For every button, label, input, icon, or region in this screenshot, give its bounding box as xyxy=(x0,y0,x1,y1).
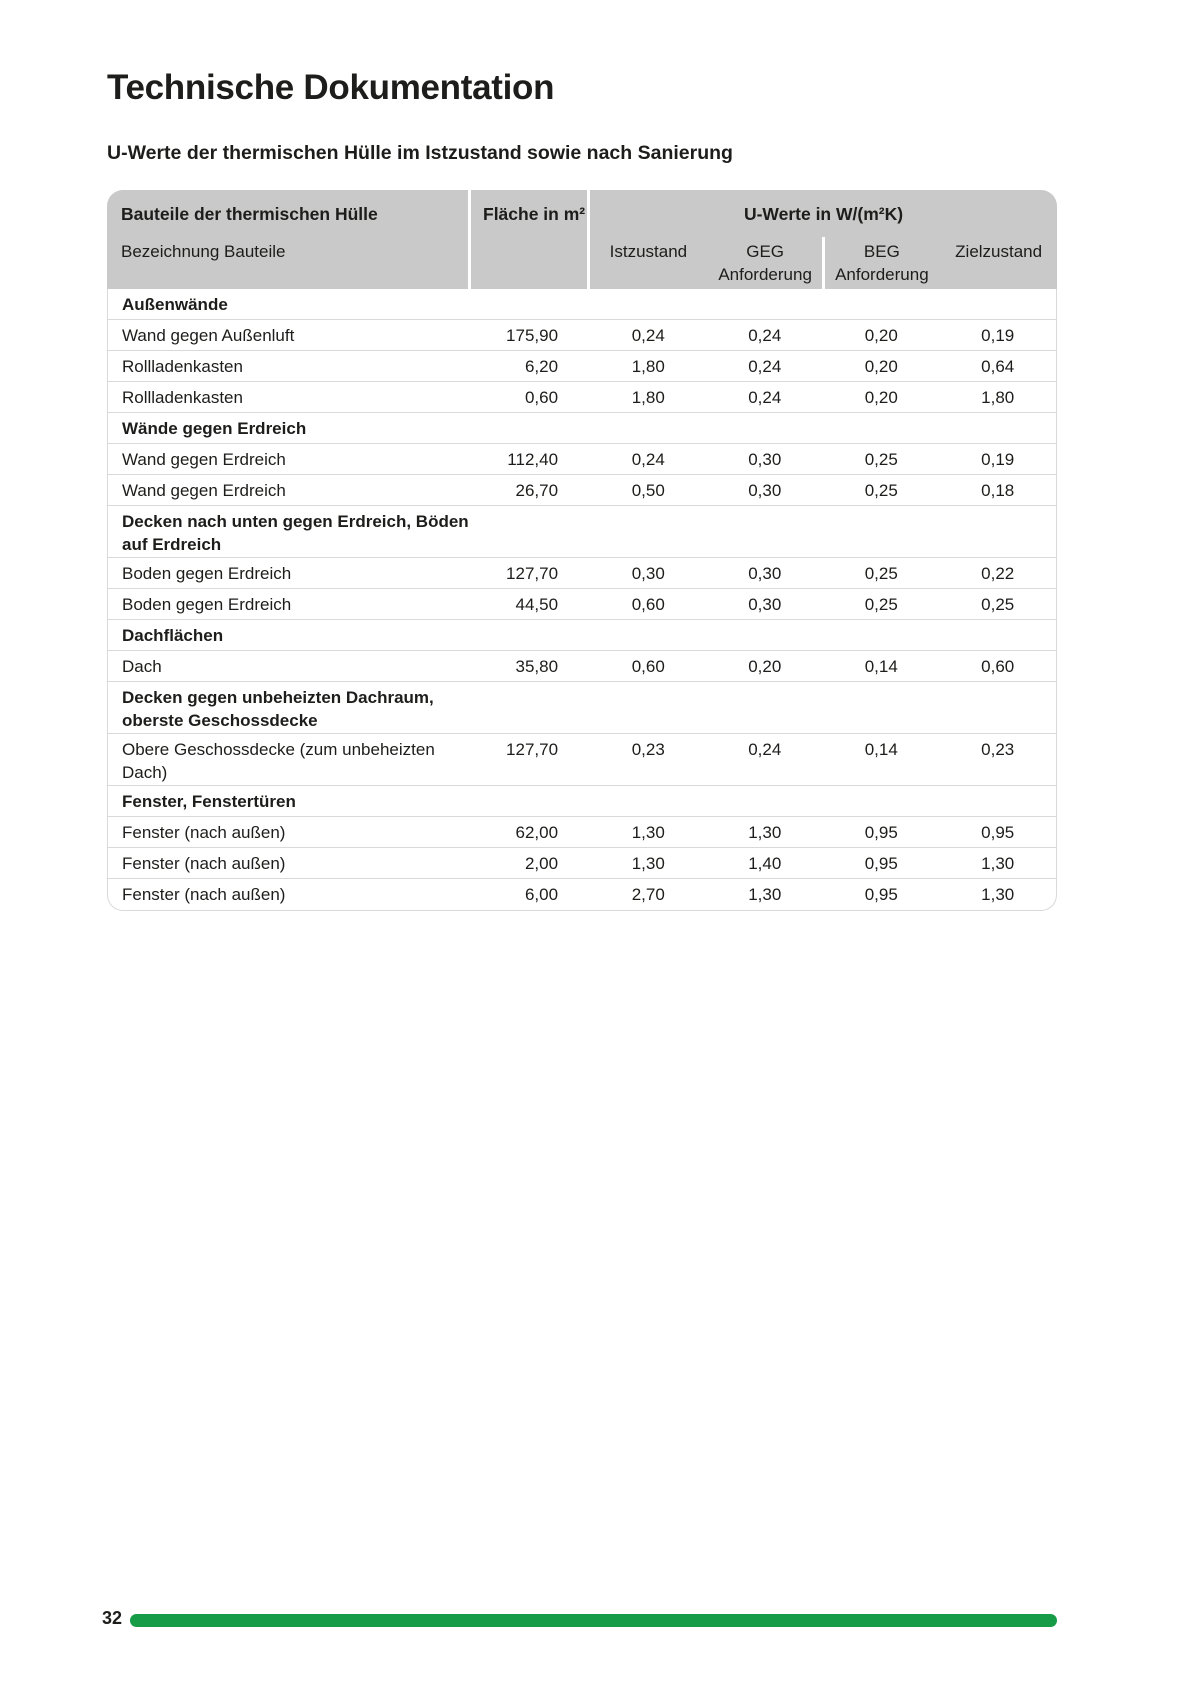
page-number: 32 xyxy=(102,1608,123,1628)
area-cell: 44,50 xyxy=(515,595,559,614)
u-geg-cell: 0,30 xyxy=(748,595,782,614)
u-ist-cell: 2,70 xyxy=(631,885,665,904)
u-geg-cell: 0,24 xyxy=(748,326,782,345)
area-cell: 2,00 xyxy=(524,854,559,873)
table-row xyxy=(108,558,1056,589)
u-ist-cell: 0,30 xyxy=(631,564,665,583)
u-beg-cell: 0,95 xyxy=(864,823,898,842)
u-ziel-cell: 0,95 xyxy=(981,823,1015,842)
u-beg-cell: 0,25 xyxy=(864,564,898,583)
u-ziel-cell: 0,19 xyxy=(981,450,1015,469)
table-row xyxy=(108,589,1056,620)
component-name-cell: Wand gegen Erdreich xyxy=(122,481,286,500)
u-geg-cell: 0,24 xyxy=(748,388,782,407)
section-label xyxy=(108,686,472,732)
table-caption: U-Werte der thermischen Hülle im Istzustand sowie nach Sanierung xyxy=(107,142,733,164)
area-cell: 35,80 xyxy=(515,657,559,676)
section-label: Fenster, Fenstertüren xyxy=(122,792,296,811)
u-ist-cell: 1,30 xyxy=(631,854,665,873)
section-row xyxy=(108,413,1056,444)
table-row xyxy=(108,734,1056,786)
u-ziel-cell: 0,22 xyxy=(981,564,1015,583)
u-geg-cell: 1,30 xyxy=(748,885,782,904)
table-row xyxy=(108,848,1056,879)
section-label-line1: Decken gegen unbeheizten Dachraum, xyxy=(122,688,434,707)
header-sub-geg-line2: Anforderung xyxy=(718,265,812,284)
u-ziel-cell: 0,18 xyxy=(981,481,1015,500)
header-group-area: Fläche in m² xyxy=(483,204,586,224)
u-geg-cell: 0,30 xyxy=(748,450,782,469)
u-ist-cell: 1,30 xyxy=(631,823,665,842)
area-cell: 6,20 xyxy=(524,357,559,376)
component-name-line1: Obere Geschossdecke (zum unbeheizten xyxy=(122,740,435,759)
u-ziel-cell: 1,80 xyxy=(981,388,1015,407)
u-ziel-cell: 0,60 xyxy=(981,657,1015,676)
u-geg-cell: 0,30 xyxy=(748,481,782,500)
u-ist-cell: 1,80 xyxy=(631,388,665,407)
table-row xyxy=(108,651,1056,682)
table-row xyxy=(108,475,1056,506)
component-name-cell: Wand gegen Außenluft xyxy=(122,326,295,345)
u-beg-cell: 0,20 xyxy=(864,388,898,407)
section-row xyxy=(108,620,1056,651)
header-sub-zielzustand: Zielzustand xyxy=(955,242,1043,261)
header-sub-geg-line1: GEG xyxy=(746,242,785,261)
component-name-cell: Fenster (nach außen) xyxy=(122,823,286,842)
area-cell: 112,40 xyxy=(507,450,559,469)
table-row xyxy=(108,351,1056,382)
area-cell: 175,90 xyxy=(506,326,559,345)
table-row xyxy=(108,444,1056,475)
page-title: Technische Dokumentation xyxy=(107,68,555,107)
table-row xyxy=(108,382,1056,413)
component-name-cell: Rollladenkasten xyxy=(122,357,243,376)
area-cell: 0,60 xyxy=(524,388,559,407)
u-ziel-cell: 0,64 xyxy=(981,357,1015,376)
footer-accent-bar xyxy=(130,1614,1057,1627)
table-row xyxy=(108,879,1056,910)
section-label: Wände gegen Erdreich xyxy=(122,419,307,438)
header-group-components: Bauteile der thermischen Hülle xyxy=(121,204,378,224)
u-beg-cell: 0,95 xyxy=(864,885,898,904)
u-geg-cell: 0,20 xyxy=(748,657,782,676)
u-ist-cell: 1,80 xyxy=(631,357,665,376)
u-beg-cell: 0,14 xyxy=(864,657,898,676)
area-cell: 62,00 xyxy=(515,823,559,842)
component-name-cell: Wand gegen Erdreich xyxy=(122,450,286,469)
section-label-line2: oberste Geschossdecke xyxy=(122,711,318,730)
component-name-cell: Dach xyxy=(122,657,162,676)
component-name-cell: Boden gegen Erdreich xyxy=(122,595,292,614)
u-beg-cell: 0,20 xyxy=(864,357,898,376)
table-header xyxy=(107,190,1057,289)
u-geg-cell: 1,30 xyxy=(748,823,782,842)
section-label: Außenwände xyxy=(122,295,228,314)
u-beg-cell: 0,25 xyxy=(864,481,898,500)
header-divider xyxy=(822,237,825,289)
table-row xyxy=(108,817,1056,848)
section-row xyxy=(108,682,1056,734)
section-label xyxy=(108,510,472,556)
u-ist-cell: 0,23 xyxy=(631,740,665,759)
u-ziel-cell: 0,25 xyxy=(981,595,1015,614)
header-sub-istzustand: Istzustand xyxy=(609,242,688,261)
header-block-area xyxy=(471,190,587,289)
component-name-cell xyxy=(108,738,471,784)
section-label-line1: Decken nach unten gegen Erdreich, Böden xyxy=(122,512,469,531)
section-row xyxy=(108,289,1056,320)
component-name-cell: Boden gegen Erdreich xyxy=(122,564,292,583)
header-group-uvalues: U-Werte in W/(m²K) xyxy=(743,204,904,224)
u-geg-cell: 0,24 xyxy=(748,357,782,376)
header-sub-designation: Bezeichnung Bauteile xyxy=(121,242,286,261)
u-ist-cell: 0,24 xyxy=(631,450,665,469)
header-sub-geg xyxy=(707,240,824,286)
section-label-line2: auf Erdreich xyxy=(122,535,222,554)
header-block-uvalues xyxy=(590,190,1057,289)
u-beg-cell: 0,20 xyxy=(864,326,898,345)
section-row xyxy=(108,786,1056,817)
u-ist-cell: 0,50 xyxy=(631,481,665,500)
u-beg-cell: 0,14 xyxy=(864,740,898,759)
area-cell: 26,70 xyxy=(515,481,559,500)
u-beg-cell: 0,25 xyxy=(864,450,898,469)
section-label: Dachflächen xyxy=(122,626,224,645)
u-values-table xyxy=(107,190,1057,911)
u-geg-cell: 0,30 xyxy=(748,564,782,583)
u-geg-cell: 0,24 xyxy=(748,740,782,759)
u-geg-cell: 1,40 xyxy=(748,854,782,873)
u-beg-cell: 0,25 xyxy=(864,595,898,614)
u-ist-cell: 0,60 xyxy=(631,657,665,676)
u-ist-cell: 0,24 xyxy=(631,326,665,345)
u-ziel-cell: 1,30 xyxy=(981,854,1015,873)
u-ziel-cell: 1,30 xyxy=(981,885,1015,904)
u-beg-cell: 0,95 xyxy=(864,854,898,873)
table-body xyxy=(107,289,1057,911)
component-name-line2: Dach) xyxy=(122,763,168,782)
area-cell: 127,70 xyxy=(506,740,559,759)
header-block-components xyxy=(107,190,468,289)
u-ziel-cell: 0,23 xyxy=(981,740,1015,759)
table-row xyxy=(108,320,1056,351)
header-sub-beg xyxy=(824,240,941,286)
component-name-cell: Fenster (nach außen) xyxy=(122,854,286,873)
u-ist-cell: 0,60 xyxy=(631,595,665,614)
component-name-cell: Rollladenkasten xyxy=(122,388,243,407)
area-cell: 6,00 xyxy=(524,885,559,904)
u-ziel-cell: 0,19 xyxy=(981,326,1015,345)
section-row xyxy=(108,506,1056,558)
area-cell: 127,70 xyxy=(506,564,559,583)
header-sub-beg-line2: Anforderung xyxy=(835,265,929,284)
header-sub-beg-line1: BEG xyxy=(863,242,900,261)
component-name-cell: Fenster (nach außen) xyxy=(122,885,286,904)
